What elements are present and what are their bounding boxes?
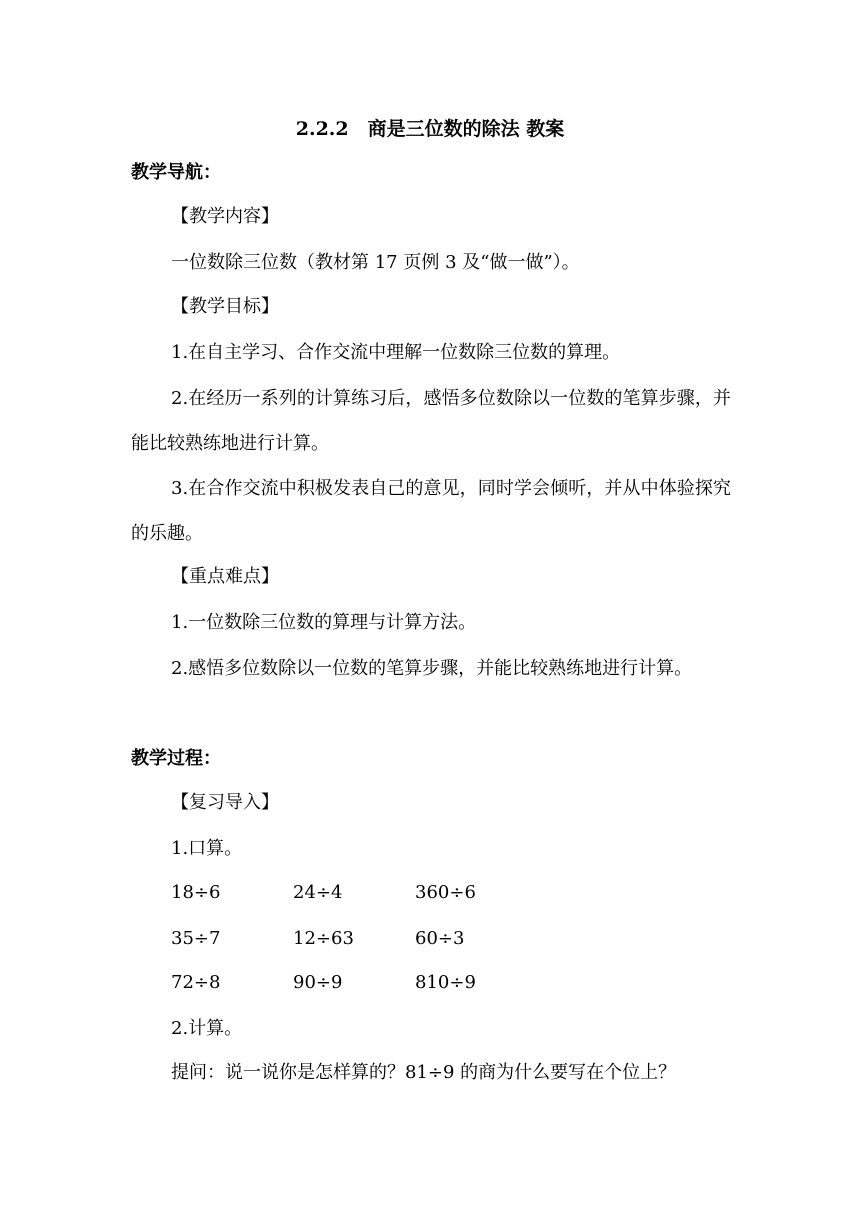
goal-3: 3.在合作交流中积极发表自己的意见，同时学会倾听，并从中体验探究的乐趣。 [131,478,731,544]
keypoints-heading: 【重点难点】 [171,566,279,587]
oral-calc-item: 18÷6 [171,882,221,903]
question-text: 提问：说一说你是怎样算的？81÷9 的商为什么要写在个位上？ [171,1062,677,1083]
calc-label: 2.计算。 [171,1018,243,1039]
oral-calc-item: 360÷6 [415,882,476,903]
oral-calc-label: 1.口算。 [171,838,243,859]
goal-2: 2.在经历一系列的计算练习后，感悟多位数除以一位数的笔算步骤，并能比较熟练地进行计算。 [131,388,731,454]
oral-calc-item: 60÷3 [415,928,465,949]
nav-heading: 教学导航： [131,162,221,183]
keypoint-2: 2.感悟多位数除以一位数的笔算步骤，并能比较熟练地进行计算。 [171,658,693,679]
content-heading: 【教学内容】 [171,206,279,227]
oral-calc-item: 90÷9 [293,972,343,993]
oral-calc-item: 35÷7 [171,928,221,949]
process-heading: 教学过程： [131,748,221,769]
keypoint-1: 1.一位数除三位数的算理与计算方法。 [171,612,477,633]
review-heading: 【复习导入】 [171,792,279,813]
oral-calc-item: 810÷9 [415,972,476,993]
goal-1: 1.在自主学习、合作交流中理解一位数除三位数的算理。 [171,342,621,363]
oral-calc-item: 24÷4 [293,882,343,903]
oral-calc-item: 72÷8 [171,972,221,993]
document-title: 2.2.2 商是三位数的除法 教案 [295,118,565,140]
content-text: 一位数除三位数（教材第 17 页例 3 及“做一做”）。 [171,252,580,273]
goals-heading: 【教学目标】 [171,296,279,317]
oral-calc-item: 12÷63 [293,928,354,949]
